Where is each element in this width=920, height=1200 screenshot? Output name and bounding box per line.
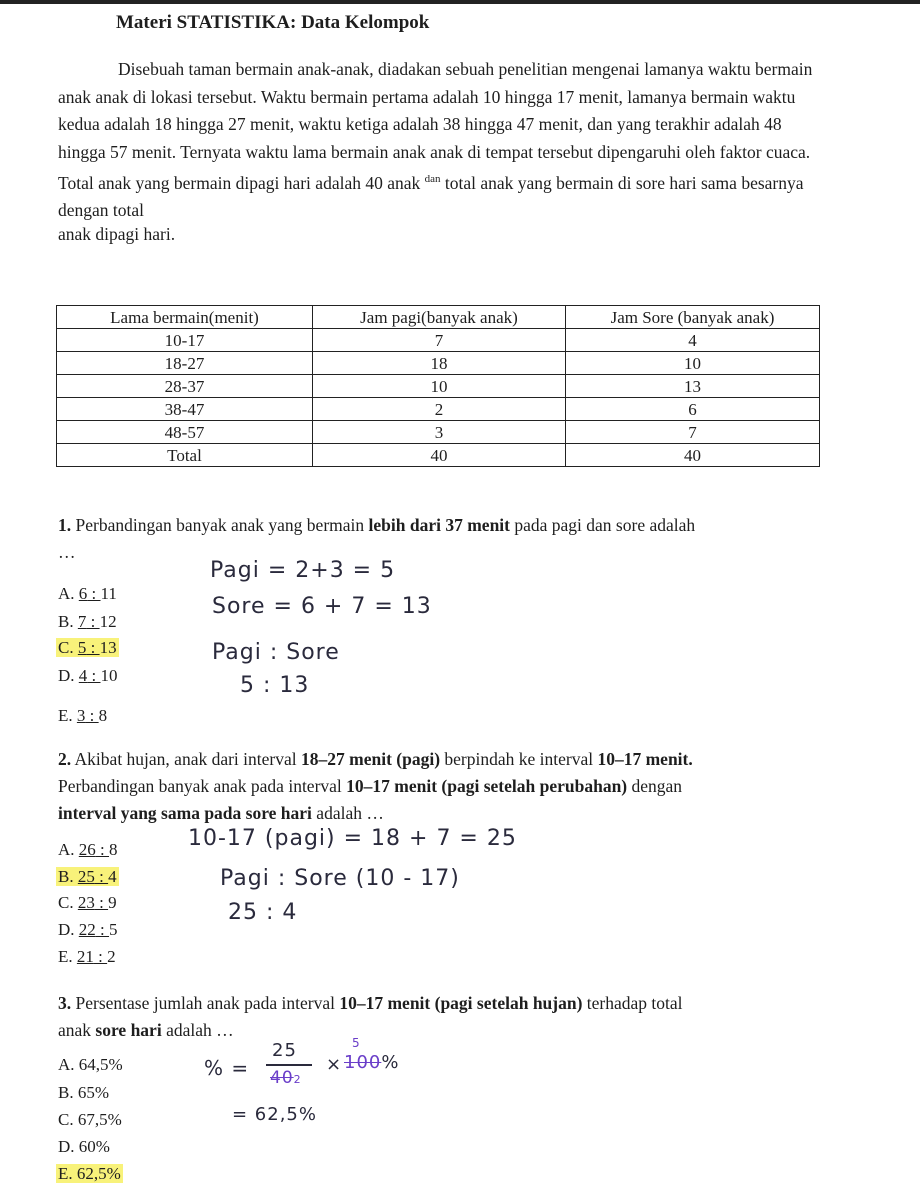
table-row: [57, 329, 820, 352]
table-total-row: [57, 444, 820, 467]
question-text-bold: lebih dari 37 menit: [368, 515, 510, 535]
q1-option-b[interactable]: B. 7 : 12: [58, 612, 117, 631]
q3-hw-five: 5: [352, 1036, 361, 1050]
q3-option-e[interactable]: E. 62,5%: [58, 1164, 121, 1183]
table-cell: Total: [57, 444, 313, 467]
table-cell: 40: [566, 444, 820, 467]
table-cell: 6: [566, 398, 820, 421]
q1-handwriting-sore: Sore = 6 + 7 = 13: [212, 594, 432, 619]
table-cell: 10: [566, 352, 820, 375]
table-header: Jam Sore (banyak anak): [566, 306, 820, 329]
table-cell: 7: [566, 421, 820, 444]
q3-option-b[interactable]: B. 65%: [58, 1083, 110, 1102]
table-cell: 2: [313, 398, 566, 421]
table-cell: 3: [313, 421, 566, 444]
question-1: [58, 512, 828, 566]
table-cell: 7: [313, 329, 566, 352]
table-cell: 10: [313, 375, 566, 398]
table-cell: 48-57: [57, 421, 313, 444]
q2-handwriting-ratio: 25 : 4: [228, 900, 298, 925]
table-cell: 38-47: [57, 398, 313, 421]
intro-last-line: anak dipagi hari.: [58, 224, 176, 244]
table-cell: 4: [566, 329, 820, 352]
q3-hw-hundred: 100%: [344, 1052, 400, 1073]
q3-hw-denominator: 402: [270, 1068, 302, 1088]
q1-option-e[interactable]: E. 3 : 8: [58, 706, 108, 725]
q2-option-c[interactable]: C. 23 : 9: [58, 893, 117, 912]
table-row: [57, 421, 820, 444]
table-row: [57, 375, 820, 398]
data-table: [56, 305, 820, 467]
q1-option-c[interactable]: C. 5 : 13: [58, 638, 117, 657]
q2-handwriting-calc: 10-17 (pagi) = 18 + 7 = 25: [188, 826, 517, 851]
question-number: 1.: [58, 515, 72, 535]
q1-option-d[interactable]: D. 4 : 10: [58, 666, 118, 685]
q3-hw-result: = 62,5%: [232, 1104, 317, 1125]
table-row: [57, 352, 820, 375]
table-cell: 40: [313, 444, 566, 467]
q2-option-e[interactable]: E. 21 : 2: [58, 947, 116, 966]
table-cell: 18: [313, 352, 566, 375]
intro-text-cont: total anak yang bermain di sore hari sama besarnya dengan total: [58, 172, 804, 221]
question-3: 3. Persentase jumlah anak pada interval 10–17 menit (pagi setelah hujan) terhadap total anak sore hari adalah …: [58, 993, 683, 1040]
question-text: pada pagi dan sore adalah: [514, 515, 696, 535]
question-ellipsis: …: [58, 542, 76, 562]
q3-option-c[interactable]: C. 67,5%: [58, 1110, 122, 1129]
q1-handwriting-ratio-label: Pagi : Sore: [212, 640, 340, 665]
q3-hw-percent: % =: [204, 1056, 250, 1080]
table-header-text: Jam pagi(banyak anak): [360, 307, 518, 327]
table-cell: 18-27: [57, 352, 313, 375]
q1-handwriting-ratio: 5 : 13: [240, 673, 310, 698]
q2-handwriting-label: Pagi : Sore (10 - 17): [220, 866, 460, 891]
intro-text: Disebuah taman bermain anak-anak, diadakan sebuah penelitian mengenai lamanya waktu bermain anak anak di lokasi tersebut. Waktu bermain pertama adalah 10 hingga 17 menit, lamanya bermain waktu kedua adalah 18 hingga 27 menit, waktu ketiga adalah 38 hingga 47 menit, dan yang terakhir adalah 48 hingga 57 menit. Ternyata waktu lama bermain anak anak di tempat tersebut dipengaruhi oleh faktor cuaca. Total anak yang bermain dipagi hari adalah 40 anak: [58, 59, 813, 193]
question-2: 2. Akibat hujan, anak dari interval 18–27 menit (pagi) berpindah ke interval 10–17 menit. Perbandingan banyak anak pada interval 10–17 menit (pagi setelah perubahan) dengan interval yang sama pada sore hari adalah …: [58, 749, 693, 823]
table-cell: 28-37: [57, 375, 313, 398]
table-header-row: [57, 306, 820, 329]
question-text: Perbandingan banyak anak yang bermain: [75, 515, 365, 535]
q2-option-b[interactable]: B. 25 : 4: [58, 867, 117, 886]
table-header: [313, 306, 566, 329]
q3-option-d[interactable]: D. 60%: [58, 1137, 110, 1156]
table-row: [57, 398, 820, 421]
top-border: [0, 0, 920, 4]
q3-option-a[interactable]: A. 64,5%: [58, 1055, 123, 1074]
q1-handwriting-pagi: Pagi = 2+3 = 5: [210, 558, 396, 583]
table-cell: 10-17: [57, 329, 313, 352]
q1-option-a[interactable]: A. 6 : 11: [58, 584, 117, 603]
intro-paragraph: Disebuah taman bermain anak-anak, diadakan sebuah penelitian mengenai lamanya waktu bermain anak anak di lokasi tersebut. Waktu bermain pertama adalah 10 hingga 17 menit, lamanya bermain waktu kedua adalah 18 hingga 27 menit, waktu ketiga adalah 38 hingga 47 menit, dan yang terakhir adalah 48 hingga 57 menit. Ternyata waktu lama bermain anak anak di tempat tersebut dipengaruhi oleh faktor cuaca. Total anak yang bermain dipagi hari adalah 40 anak $^{dan}$ total anak yang bermain di sore hari sama besarnya dengan total: [58, 59, 813, 221]
q3-hw-times: ×: [326, 1054, 343, 1075]
q3-hw-numerator: 25: [272, 1040, 297, 1061]
table-cell: 13: [566, 375, 820, 398]
q2-option-a[interactable]: A. 26 : 8: [58, 840, 118, 859]
page-title: Materi STATISTIKA: Data Kelompok: [116, 12, 430, 33]
q2-option-d[interactable]: D. 22 : 5: [58, 920, 118, 939]
q3-hw-fraction-bar: [266, 1064, 312, 1066]
table-header: Lama bermain(menit): [57, 306, 313, 329]
